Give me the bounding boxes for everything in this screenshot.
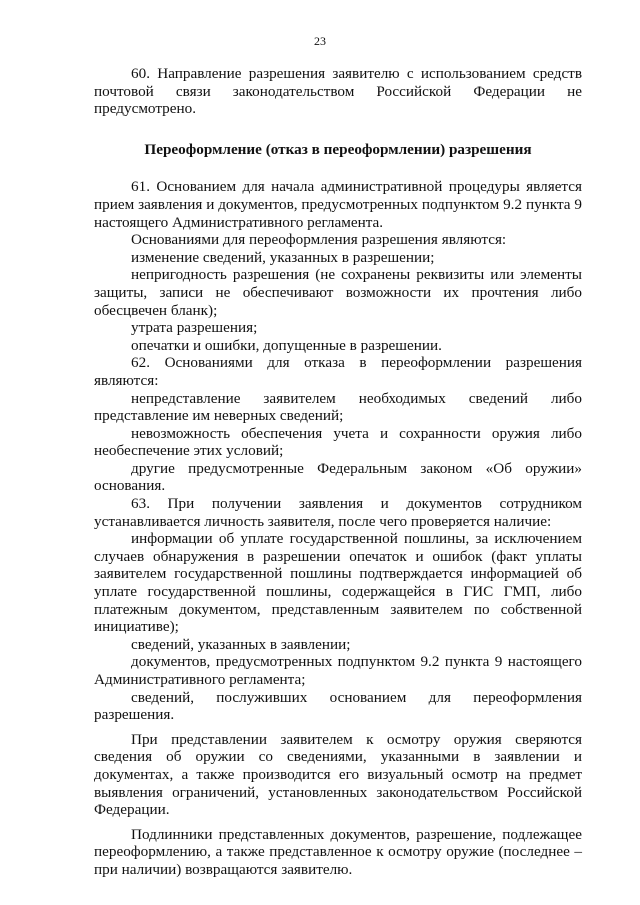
paragraph-grounds-intro: Основаниями для переоформления разрешения являются: <box>131 231 507 249</box>
section-heading: Переоформление (отказ в переоформлении) разрешения <box>144 140 532 158</box>
paragraph-ground-1: изменение сведений, указанных в разрешении; <box>131 248 435 266</box>
paragraph-check-4: сведений, послуживших основанием для переоформления разрешения. <box>94 688 582 724</box>
spacer <box>94 819 582 826</box>
paragraph-inspection: При представлении заявителем к осмотру оружия сверяются сведения об оружии со сведениями, указанными в заявлении и документах, а также производится его визуальный осмотр на предмет выявления ограничений, установленных законодательством Российской Федерации. <box>94 730 582 819</box>
paragraph-61: 61. Основанием для начала административной процедуры является прием заявления и документов, предусмотренных подпунктом 9.2 пункта 9 настоящего Административного регламента. <box>94 178 582 231</box>
paragraph-63: 63. При получении заявления и документов сотрудником устанавливается личность заявителя, после чего проверяется наличие: <box>94 495 582 530</box>
paragraph-refusal-1: непредставление заявителем необходимых сведений либо представление им неверных сведений; <box>94 389 582 425</box>
spacer <box>94 724 582 731</box>
paragraph-check-3: документов, предусмотренных подпунктом 9.2 пункта 9 настоящего Административного регламента; <box>94 653 582 688</box>
document-body <box>94 65 582 879</box>
paragraph-60: 60. Направление разрешения заявителю с использованием средств почтовой связи законодательством Российской Федерации не предусмотрено. <box>94 65 582 118</box>
paragraph-check-2: сведений, указанных в заявлении; <box>131 635 351 653</box>
paragraph-check-1: информации об уплате государственной пошлины, за исключением случаев обнаружения в разрешении опечаток и ошибок (факт уплаты заявителем государственной пошлины подтверждается информацией об уплате государственной пошлины, содержащейся в ГИС ГМП, либо платежным документом, представленным заявителем по собственной инициативе); <box>94 530 582 636</box>
paragraph-refusal-3: другие предусмотренные Федеральным законом «Об оружии» основания. <box>94 459 582 495</box>
paragraph-return: Подлинники представленных документов, разрешение, подлежащее переоформлению, а также представленное к осмотру оружие (последнее – при наличии) возвращаются заявителю. <box>94 825 582 878</box>
paragraph-62: 62. Основаниями для отказа в переоформлении разрешения являются: <box>94 354 582 389</box>
paragraph-ground-3: утрата разрешения; <box>131 319 258 337</box>
paragraph-ground-2: непригодность разрешения (не сохранены реквизиты или элементы защиты, записи не обеспечивают возможности их прочтения либо обесцвечен бланк); <box>94 266 582 319</box>
page-number: 23 <box>314 34 326 48</box>
paragraph-refusal-2: невозможность обеспечения учета и сохранности оружия либо необеспечение этих условий; <box>94 424 582 460</box>
paragraph-ground-4: опечатки и ошибки, допущенные в разрешении. <box>131 336 442 354</box>
